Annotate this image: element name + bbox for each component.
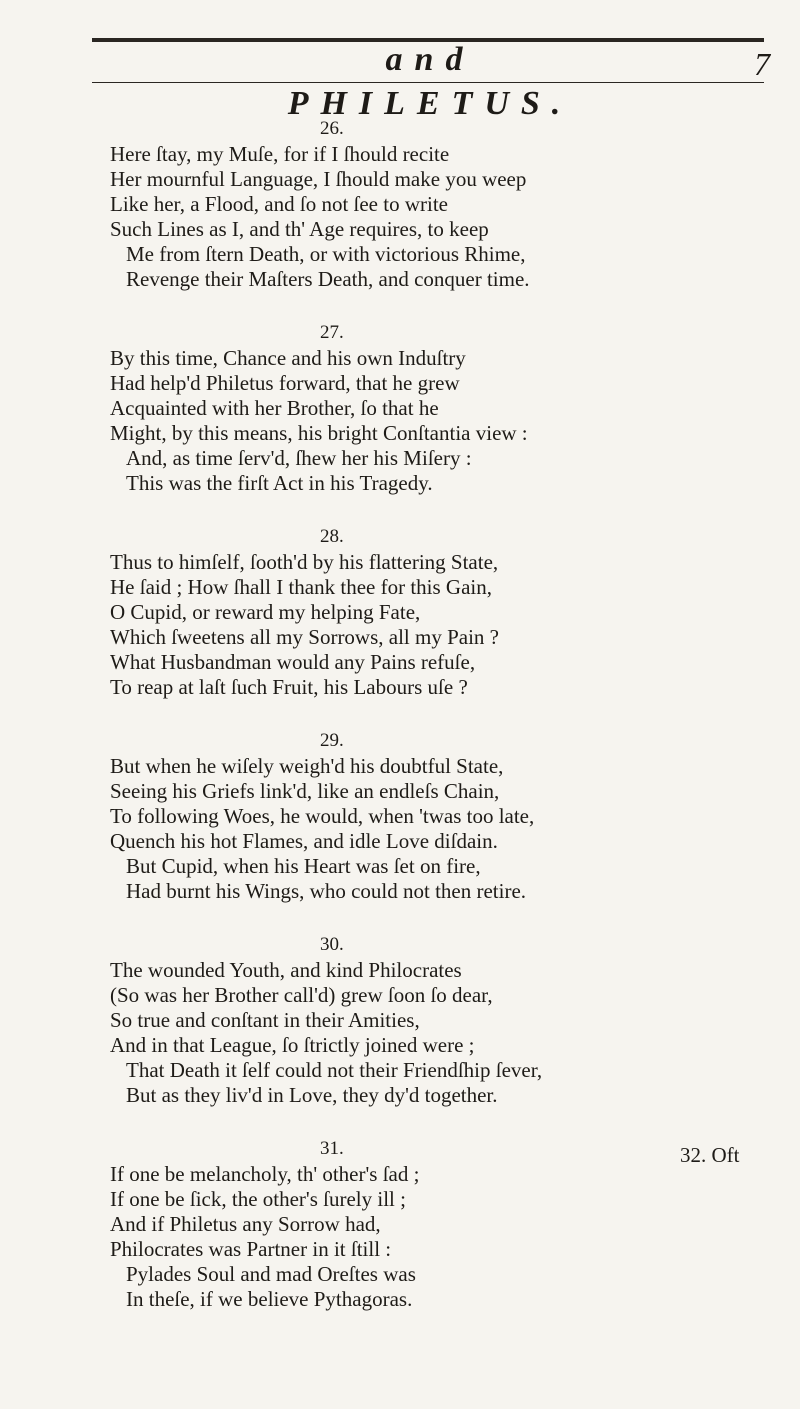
verse-line: If one be ſick, the other's ſurely ill ; xyxy=(110,1187,406,1211)
verse-line: Which ſweetens all my Sorrows, all my Pain ? xyxy=(110,625,500,649)
verse-line: Had help'd Philetus forward, that he grew xyxy=(110,371,460,395)
header-rule-bottom xyxy=(92,82,764,83)
poem-body xyxy=(110,116,750,1340)
verse-line: This was the firſt Act in his Tragedy. xyxy=(126,471,433,495)
verse-line: Me from ſtern Death, or with victorious Rhime, xyxy=(126,242,526,266)
verse-line: Here ſtay, my Muſe, for if I ſhould recite xyxy=(110,142,450,166)
verse-line: What Husbandman would any Pains refuſe, xyxy=(110,650,476,674)
verse-line: So true and conſtant in their Amities, xyxy=(110,1008,420,1032)
verse-line: By this time, Chance and his own Induſtry xyxy=(110,346,466,370)
verse-line: Philocrates was Partner in it ſtill : xyxy=(110,1237,392,1261)
page-number: 7 xyxy=(754,46,770,82)
stanza-number: 30. xyxy=(320,934,344,955)
verse-line: Seeing his Griefs link'd, like an endleſs Chain, xyxy=(110,779,500,803)
verse-line: In theſe, if we believe Pythagoras. xyxy=(126,1287,413,1311)
verse-line: But as they liv'd in Love, they dy'd together. xyxy=(126,1083,498,1107)
stanza xyxy=(110,728,750,904)
verse-line: If one be melancholy, th' other's ſad ; xyxy=(110,1162,420,1186)
stanza-number: 29. xyxy=(320,730,344,751)
verse-line: Had burnt his Wings, who could not then retire. xyxy=(126,879,527,903)
verse-line: Her mournful Language, I ſhould make you weep xyxy=(110,167,527,191)
verse-line: To reap at laſt ſuch Fruit, his Labours uſe ? xyxy=(110,675,468,699)
verse-line: And if Philetus any Sorrow had, xyxy=(110,1212,381,1236)
verse-line: But when he wiſely weigh'd his doubtful State, xyxy=(110,754,504,778)
verse-line: But Cupid, when his Heart was ſet on fire, xyxy=(126,854,481,878)
verse-line: He ſaid ; How ſhall I thank thee for this Gain, xyxy=(110,575,492,599)
stanza xyxy=(110,932,750,1108)
verse-line: To following Woes, he would, when 'twas too late, xyxy=(110,804,535,828)
verse-line: Like her, a Flood, and ſo not ſee to write xyxy=(110,192,448,216)
stanza xyxy=(110,1136,750,1312)
stanza-number: 26. xyxy=(320,118,344,139)
verse-line: Pylades Soul and mad Oreſtes was xyxy=(126,1262,416,1286)
verse-line: Quench his hot Flames, and idle Love diſdain. xyxy=(110,829,498,853)
verse-line: That Death it ſelf could not their Friendſhip ſever, xyxy=(126,1058,543,1082)
verse-line: The wounded Youth, and kind Philocrates xyxy=(110,958,462,982)
stanza-number: 31. xyxy=(320,1138,344,1159)
stanza xyxy=(110,116,750,292)
verse-line: Acquainted with her Brother, ſo that he xyxy=(110,396,439,420)
verse-line: (So was her Brother call'd) grew ſoon ſo dear, xyxy=(110,983,493,1007)
verse-line: Might, by this means, his bright Conſtantia view : xyxy=(110,421,528,445)
stanza-number: 27. xyxy=(320,322,344,343)
verse-line: Revenge their Maſters Death, and conquer time. xyxy=(126,267,530,291)
stanza xyxy=(110,320,750,496)
verse-line: Such Lines as I, and th' Age requires, to keep xyxy=(110,217,489,241)
verse-line: And in that League, ſo ſtrictly joined were ; xyxy=(110,1033,475,1057)
verse-line: Thus to himſelf, ſooth'd by his flattering State, xyxy=(110,550,499,574)
stanza-number: 28. xyxy=(320,526,344,547)
verse-line: O Cupid, or reward my helping Fate, xyxy=(110,600,421,624)
verse-line: And, as time ſerv'd, ſhew her his Miſery : xyxy=(126,446,472,470)
running-title: and PHILETUS. xyxy=(287,41,573,122)
stanza xyxy=(110,524,750,700)
catchword: 32. Oft xyxy=(680,1143,740,1167)
